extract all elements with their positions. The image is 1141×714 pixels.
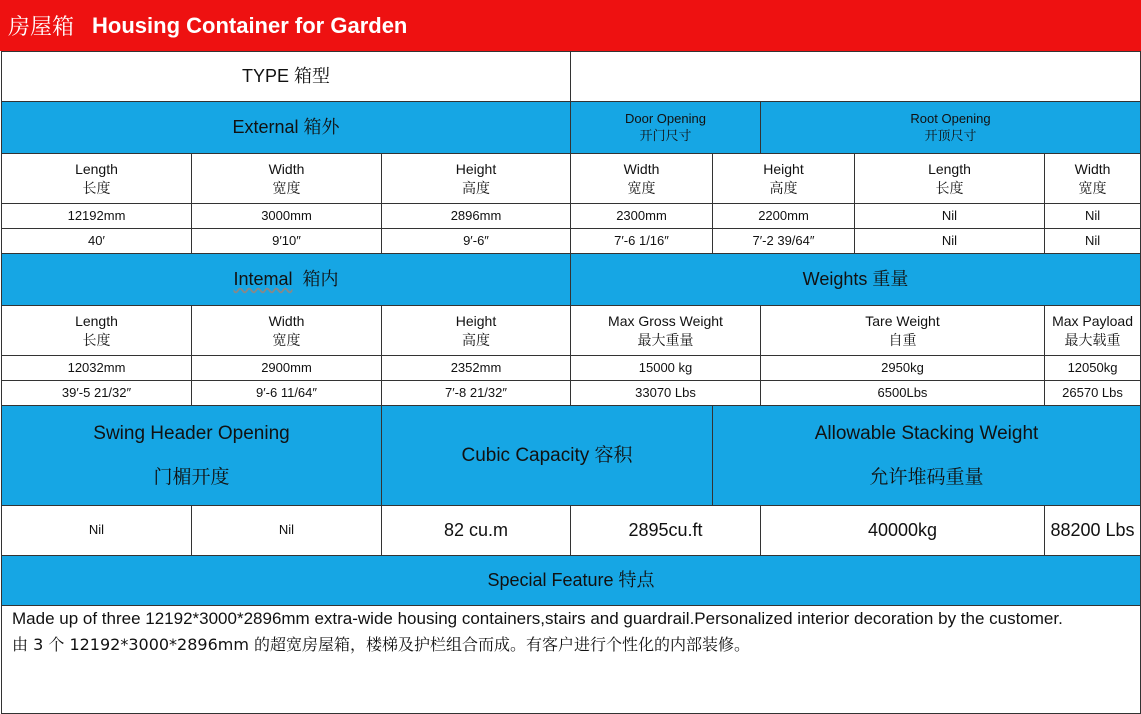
int-col-height-en: Height [455,313,497,330]
int-col-length-en: Length [75,313,118,330]
external-header: External 箱外 [2,102,571,154]
table-cell: 6500Lbs [761,381,1045,406]
wt-col-gross-en: Max Gross Weight [608,313,723,330]
door-col-height [713,154,855,204]
door-col-width [571,154,713,204]
table-cell: Nil [1045,204,1141,229]
weights-header: Weights 重量 [571,254,1141,306]
roof-col-width-en: Width [1074,161,1111,178]
wt-col-payload-cn: 最大载重 [1064,331,1121,348]
spec-table [1,51,1141,714]
title-cn: 房屋箱 [8,15,75,40]
table-cell: 40′ [2,229,192,254]
roof-col-length [855,154,1045,204]
door-opening-header [571,102,761,154]
table-cell: 12050kg [1045,356,1141,381]
special-feature-cn: 由 3 个 12192*3000*2896mm 的超宽房屋箱，楼梯及护栏组合而成。有客户进行个性化的内部装修。 [12,635,751,655]
door-col-width-cn: 宽度 [627,179,656,196]
title-bar [0,0,1141,51]
wt-col-tare-cn: 自重 [888,331,917,348]
roof-col-width-cn: 宽度 [1078,179,1107,196]
int-col-height-cn: 高度 [462,331,490,348]
roof-col-length-en: Length [928,161,971,178]
ext-col-length-cn: 长度 [82,179,111,196]
internal-imperial-row [2,381,1141,406]
swing-header-cn: 门楣开度 [153,466,230,488]
wt-col-tare [761,306,1045,356]
table-cell: 9′-6″ [382,229,571,254]
ext-col-width [192,154,382,204]
table-cell: 26570 Lbs [1045,381,1141,406]
int-col-height [382,306,571,356]
table-cell: 9′-6 11/64″ [192,381,382,406]
roof-opening-header [761,102,1141,154]
table-cell: 7′-6 1/16″ [571,229,713,254]
int-col-width-en: Width [268,313,305,330]
stacking-header-en: Allowable Stacking Weight [814,422,1039,444]
roof-opening-cn: 开顶尺寸 [924,127,977,143]
cubic-header: Cubic Capacity 容积 [382,406,713,506]
int-col-width-cn: 宽度 [272,331,301,348]
table-cell: 3000mm [192,204,382,229]
external-imperial-row [2,229,1141,254]
table-cell: Nil [2,506,192,556]
door-col-width-en: Width [623,161,660,178]
table-cell: 2200mm [713,204,855,229]
special-feature-header: Special Feature 特点 [2,556,1141,606]
table-cell: 2900mm [192,356,382,381]
roof-col-length-cn: 长度 [935,179,964,196]
table-cell: 88200 Lbs [1045,506,1141,556]
wt-col-payload [1045,306,1141,356]
table-cell: 12032mm [2,356,192,381]
capacity-header-row [2,406,1141,506]
internal-header [2,254,571,306]
table-cell: 33070 Lbs [571,381,761,406]
table-cell: 2950kg [761,356,1045,381]
stacking-header-cn: 允许堆码重量 [869,466,984,488]
door-opening-en: Door Opening [625,110,706,126]
roof-opening-en: Root Opening [910,110,991,126]
table-cell: Nil [1045,229,1141,254]
table-cell: 39′-5 21/32″ [2,381,192,406]
door-col-height-en: Height [763,161,804,178]
type-row [2,52,1141,102]
external-header-row [2,102,1141,154]
table-cell: 2895cu.ft [571,506,761,556]
type-label: TYPE 箱型 [2,52,571,102]
ext-col-width-cn: 宽度 [272,179,301,196]
external-columns-row [2,154,1141,204]
ext-col-length-en: Length [75,161,118,178]
door-opening-cn: 开门尺寸 [639,127,692,143]
feature-text-row [2,606,1141,714]
wt-col-gross-cn: 最大重量 [637,331,694,348]
table-cell: 7′-2 39/64″ [713,229,855,254]
type-value [571,52,1141,102]
special-feature-text [2,606,1141,714]
stacking-header [713,406,1141,506]
roof-col-width [1045,154,1141,204]
ext-col-width-en: Width [268,161,305,178]
external-metric-row [2,204,1141,229]
int-col-length-cn: 长度 [82,331,111,348]
table-cell: 15000 kg [571,356,761,381]
ext-col-height-en: Height [455,161,497,178]
internal-header-en: Intemal [233,269,293,290]
special-feature-en: Made up of three 12192*3000*2896mm extra-wide housing containers,stairs and guardrail.Personalized interior decoration by the customer. [12,609,1063,628]
ext-col-height-cn: 高度 [462,179,490,196]
table-cell: Nil [192,506,382,556]
table-cell: 2300mm [571,204,713,229]
table-cell: 2352mm [382,356,571,381]
swing-header-en: Swing Header Opening [93,422,290,444]
door-col-height-cn: 高度 [769,179,798,196]
wt-col-tare-en: Tare Weight [865,313,940,330]
internal-header-row [2,254,1141,306]
feature-header-row [2,556,1141,606]
table-cell: 9′10″ [192,229,382,254]
internal-header-cn: 箱内 [302,269,339,290]
int-col-length [2,306,192,356]
wt-col-gross [571,306,761,356]
swing-header [2,406,382,506]
table-cell: 7′-8 21/32″ [382,381,571,406]
internal-metric-row [2,356,1141,381]
ext-col-height [382,154,571,204]
table-cell: 12192mm [2,204,192,229]
table-cell: Nil [855,229,1045,254]
capacity-values-row [2,506,1141,556]
wt-col-payload-en: Max Payload [1052,313,1133,330]
ext-col-length [2,154,192,204]
int-col-width [192,306,382,356]
table-cell: 82 cu.m [382,506,571,556]
table-cell: 40000kg [761,506,1045,556]
table-cell: Nil [855,204,1045,229]
title-en: Housing Container for Garden [92,12,408,38]
internal-columns-row [2,306,1141,356]
table-cell: 2896mm [382,204,571,229]
